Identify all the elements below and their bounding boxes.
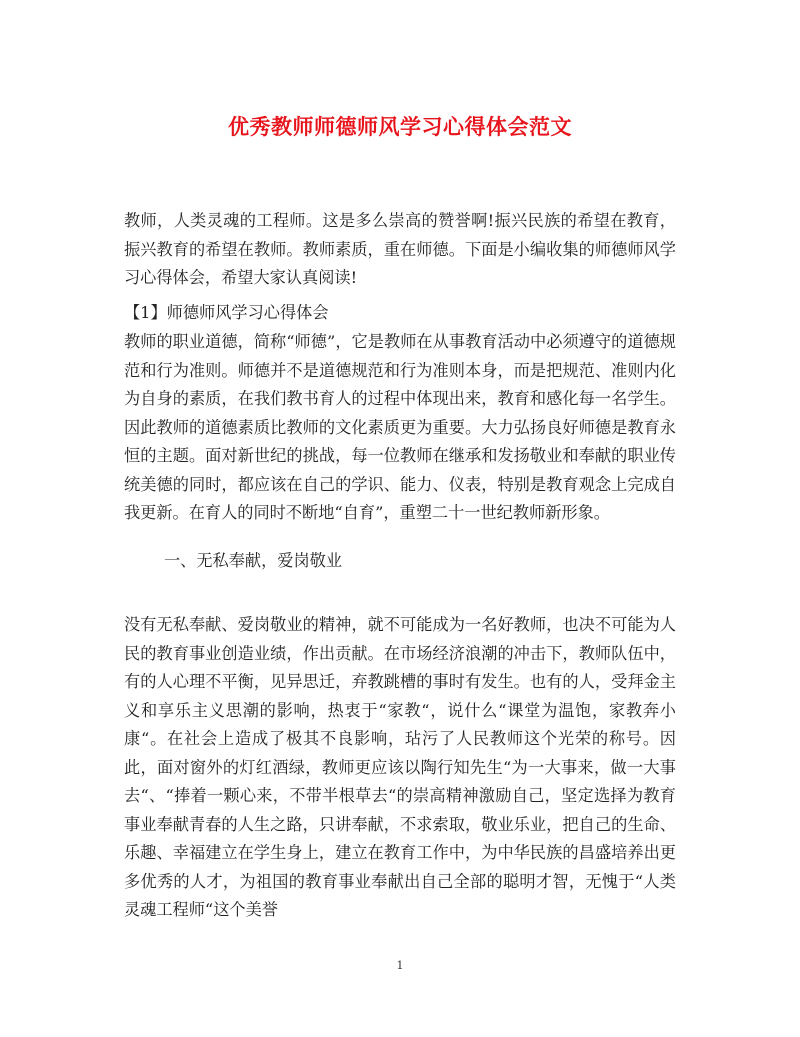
page-number: 1 bbox=[396, 959, 404, 972]
body-paragraph: 没有无私奉献、爱岗敬业的精神，就不可能成为一名好教师，也决不可能为人民的教育事业创造业绩，作出贡献。在市场经济浪潮的冲击下，教师队伍中，有的人心理不平衡，见异思迁，弃教跳槽的事时有发生。也有的人，受拜金主义和享乐主义思潮的影响，热衷于“家教“，说什么“课堂为温饱，家教奔小康“。在社会上造成了极其不良影响，玷污了人民教师这个光荣的称号。因此，面对窗外的灯红酒绿，教师更应该以陶行知先生“为一大事来，做一大事去“、“捧着一颗心来，不带半根草去“的崇高精神激励自己，坚定选择为教育事业奉献青春的人生之路，只讲奉献，不求索取，敬业乐业，把自己的生命、乐趣、幸福建立在学生身上，建立在教育工作中，为中华民族的昌盛培养出更多优秀的人才，为祖国的教育事业奉献出自己全部的聪明才智，无愧于“人类灵魂工程师“这个美誉 bbox=[124, 615, 676, 919]
body-paragraph: 教师的职业道德，简称“师德”，它是教师在从事教育活动中必须遵守的道德规范和行为准则。师德并不是道德规范和行为准则本身，而是把规范、准则内化为自身的素质，在我们教书育人的过程中体现出来，教育和感化每一名学生。因此教师的道德素质比教师的文化素质更为重要。大力弘扬良好师德是教育永恒的主题。面对新世纪的挑战，每一位教师在继承和发扬敬业和奉献的职业传统美德的同时，都应该在自己的学识、能力、仪表，特别是教育观念上完成自我更新。在育人的同时不断地“自育”，重塑二十一世纪教师新形象。 bbox=[124, 332, 676, 522]
document-title: 优秀教师师德师风学习心得体会范文 bbox=[228, 114, 572, 139]
subheading: 一、无私奉献，爱岗敬业 bbox=[164, 551, 343, 570]
intro-paragraph: 教师，人类灵魂的工程师。这是多么崇高的赞誉啊!振兴民族的希望在教育，振兴教育的希望在教师。教师素质，重在师德。下面是小编收集的师德师风学习心得体会，希望大家认真阅读! bbox=[124, 211, 676, 287]
section-heading: 【1】师德师风学习心得体会 bbox=[124, 303, 329, 322]
